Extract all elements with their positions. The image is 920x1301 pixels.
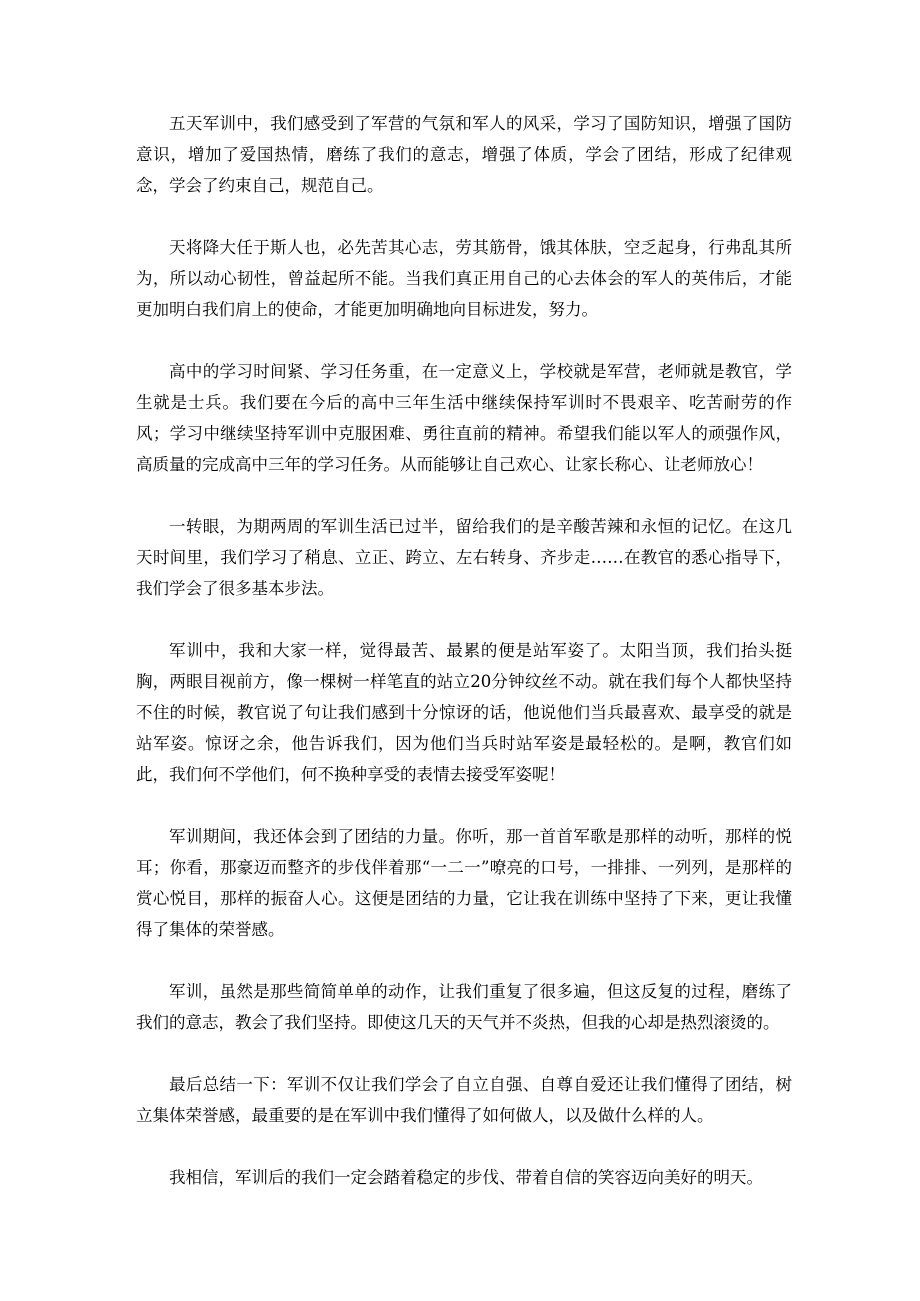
document-body [136, 108, 792, 1193]
paragraph-9: 我相信，军训后的我们一定会踏着稳定的步伐、带着自信的笑容迈向美好的明天。 [169, 1168, 763, 1187]
paragraph-1: 五天军训中，我们感受到了军营的气氛和军人的风采，学习了国防知识，增强了国防意识，增加了爱国热情，磨练了我们的意志，增强了体质，学会了团结，形成了纪律观念，学会了约束自己，规范自己。 [136, 114, 792, 195]
paragraph-6: 军训期间，我还体会到了团结的力量。你听，那一首首军歌是那样的动听，那样的悦耳；你看，那豪迈而整齐的步伐伴着那“一二一”嘹亮的口号，一排排、一列列，是那样的赏心悦目，那样的振奋人心。这便是团结的力量，它让我在训练中坚持了下来，更让我懂得了集体的荣誉感。 [136, 827, 792, 939]
paragraph-5: 军训中，我和大家一样，觉得最苦、最累的便是站军姿了。太阳当顶，我们抬头挺胸，两眼目视前方，像一棵树一样笔直的站立20分钟纹丝不动。就在我们每个人都快坚持不住的时候，教官说了句让我们感到十分惊讶的话，他说他们当兵最喜欢、最享受的就是站军姿。惊讶之余，他告诉我们，因为他们当兵时站军姿是最轻松的。是啊，教官们如此，我们何不学他们，何不换种享受的表情去接受军姿呢！ [136, 641, 792, 784]
paragraph-2: 天将降大任于斯人也，必先苦其心志，劳其筋骨，饿其体肤，空乏起身，行弗乱其所为，所以动心韧性，曾益起所不能。当我们真正用自己的心去体会的军人的英伟后，才能更加明白我们肩上的使命，才能更加明确地向目标进发，努力。 [136, 238, 792, 319]
paragraph-3: 高中的学习时间紧、学习任务重，在一定意义上，学校就是军营，老师就是教官，学生就是士兵。我们要在今后的高中三年生活中继续保持军训时不畏艰辛、吃苦耐劳的作风；学习中继续坚持军训中克服困难、勇往直前的精神。希望我们能以军人的顽强作风，高质量的完成高中三年的学习任务。从而能够让自己欢心、让家长称心、让老师放心！ [136, 362, 792, 474]
paragraph-7: 军训，虽然是那些简简单单的动作，让我们重复了很多遍，但这反复的过程，磨练了我们的意志，教会了我们坚持。即使这几天的天气并不炎热，但我的心却是热烈滚烫的。 [136, 982, 792, 1032]
paragraph-4: 一转眼，为期两周的军训生活已过半，留给我们的是辛酸苦辣和永恒的记忆。在这几天时间里，我们学习了稍息、立正、跨立、左右转身、齐步走……在教官的悉心指导下，我们学会了很多基本步法。 [136, 517, 792, 598]
paragraph-8: 最后总结一下：军训不仅让我们学会了自立自强、自尊自爱还让我们懂得了团结，树立集体荣誉感，最重要的是在军训中我们懂得了如何做人，以及做什么样的人。 [136, 1075, 792, 1125]
